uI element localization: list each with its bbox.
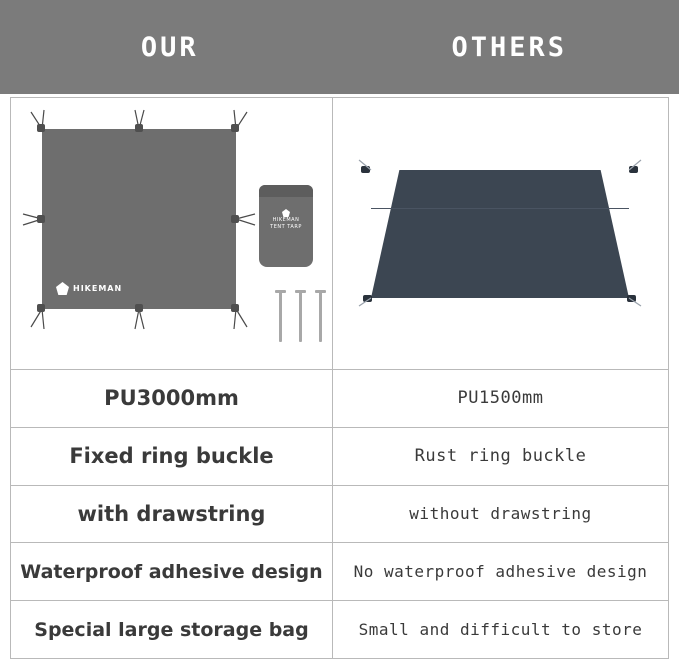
our-feature-1: PU3000mm — [11, 370, 333, 427]
table-row — [11, 543, 668, 601]
our-tarp-brand — [56, 282, 122, 295]
header-cell-others — [340, 0, 679, 94]
stuff-sack — [259, 185, 313, 267]
header-title-ours: OUR — [140, 31, 199, 63]
our-feature-3: with drawstring — [11, 486, 333, 543]
tent-stake-icon — [319, 292, 322, 342]
hikeman-logo-icon — [282, 209, 290, 217]
tent-stake-icon — [299, 292, 302, 342]
other-feature-1: PU1500mm — [457, 388, 544, 409]
our-feature-2: Fixed ring buckle — [11, 428, 333, 485]
table-row — [11, 601, 668, 658]
tarp-corner-tab — [37, 124, 45, 132]
our-product-image-cell — [11, 98, 333, 369]
hikeman-brand-text: HIKEMAN — [73, 284, 123, 293]
tarp-corner-tab — [37, 304, 45, 312]
other-tarp-loops-icon — [333, 98, 669, 370]
tarp-side-tab — [135, 124, 143, 132]
tarp-corner-tab — [231, 304, 239, 312]
our-feature-4: Waterproof adhesive design — [11, 543, 333, 600]
other-product-image-cell — [333, 98, 668, 369]
tent-stake-icon — [279, 292, 282, 342]
header-band — [0, 0, 679, 94]
header-title-others: OTHERS — [451, 31, 568, 63]
comparison-table — [10, 97, 669, 659]
table-row — [11, 428, 668, 486]
tarp-side-tab — [37, 215, 45, 223]
our-tarp-body — [42, 129, 236, 309]
other-feature-3: without drawstring — [409, 504, 592, 524]
tarp-side-tab — [231, 215, 239, 223]
table-row — [11, 370, 668, 428]
tarp-corner-tab — [231, 124, 239, 132]
product-image-row — [11, 98, 668, 370]
stuff-sack-label: HIKEMAN TENT TARP — [270, 217, 302, 230]
other-feature-4: No waterproof adhesive design — [353, 562, 648, 582]
stuff-sack-top — [259, 185, 313, 197]
header-cell-ours — [0, 0, 340, 94]
other-feature-5: Small and difficult to store — [358, 620, 643, 640]
table-row — [11, 486, 668, 544]
our-feature-5: Special large storage bag — [11, 601, 333, 658]
other-feature-2: Rust ring buckle — [414, 446, 587, 467]
hikeman-logo-icon — [56, 282, 69, 295]
tarp-side-tab — [135, 304, 143, 312]
